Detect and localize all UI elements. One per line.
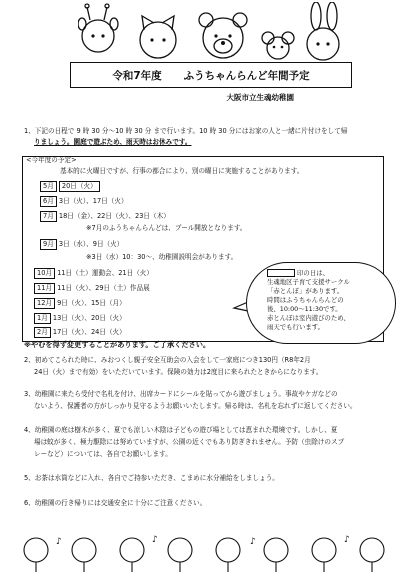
- bubble-line: 生魂地区子育て支援サークル: [267, 278, 350, 286]
- item2-line1: 2、初めてこられた時に、みおつくし親子安全互助会の入会をして一家庭につき130円（R8年2月: [24, 356, 311, 364]
- date-text: 9日（火）、15日（月）: [57, 299, 126, 307]
- row-nov: [34, 283, 150, 294]
- month-label: 1月: [34, 313, 51, 324]
- schedule-heading: <今年度の予定>: [26, 156, 77, 164]
- month-label: 6月: [40, 196, 57, 207]
- month-label: 12月: [34, 298, 55, 309]
- bubble-line: 赤とんぼは室内遊びのため、: [267, 314, 350, 322]
- item4-line1: 4、幼稚園の庭は樹木が多く、夏でも涼しい木陰は子どもの遊び場としては恵まれた環境です。しかし、夏: [24, 426, 338, 434]
- title-banner: [70, 62, 352, 88]
- svg-text:♪: ♪: [250, 537, 256, 547]
- row-feb: [34, 327, 126, 338]
- month-label: 9月: [40, 239, 57, 250]
- row-oct: [34, 268, 153, 279]
- date-text: 18日（金）、22日（火）、23日（木）: [58, 212, 170, 220]
- sept-note: ※3日（水）10：30～、幼稚園説明会があります。: [86, 253, 238, 261]
- animal-illustration: [78, 2, 348, 64]
- svg-text:♪: ♪: [344, 535, 350, 545]
- row-june: [40, 196, 128, 207]
- item2-line2: 24日（火）まで有効）をいただいています。保険の効力は2度目に来られたときからになります。: [34, 368, 323, 376]
- row-july: [40, 211, 170, 222]
- date-text: 3日（水）、9日（火）: [58, 240, 124, 248]
- month-label: 2月: [34, 327, 51, 338]
- bubble-line: 印の日は、: [297, 269, 329, 277]
- item5-line1: 5、お茶は水筒などに入れ、各自でご持参いただき、こまめに水分補給をしましょう。: [24, 474, 279, 482]
- info-bubble: [246, 262, 396, 344]
- schedule-footer: ※やむを得ず変更することがあります。ご了承ください。: [24, 340, 211, 349]
- item4-line2: 場は蚊が多く、極力駆除には努めていますが、公園の近くでもあり防ぎきれません。予防（虫除けのスプ: [34, 438, 345, 446]
- row-may: [40, 181, 100, 192]
- bubble-line: 後、10:00～11:30です。: [267, 305, 342, 313]
- item3-line1: 3、幼稚園に来たら受付で名札を付け、出席カードにシールを貼ってから遊びましょう。事故やケガなどの: [24, 390, 338, 398]
- date-text: 3日（火）、17日（火）: [58, 197, 128, 205]
- item1-line2: りましょう。園庭で遊ぶため、雨天時はお休みです。: [34, 138, 192, 146]
- july-note: ※7月のふうちゃんらんどは、プール開放となります。: [86, 224, 247, 232]
- month-label: 11月: [34, 283, 55, 294]
- date-text: 13日（火）、20日（火）: [52, 314, 126, 322]
- date-text: 11日（火）、29日（土）作品展: [57, 284, 150, 292]
- month-label: 10月: [34, 268, 55, 279]
- item3-line2: ないよう、保護者の方がしっかり見守るようお願いいたします。帰る時は、名札を忘れずに返してください。: [34, 402, 357, 410]
- date-text: 11日（土）運動会、21日（火）: [57, 269, 153, 277]
- date-text: 20日（火）: [59, 181, 100, 192]
- children-illustration: [14, 528, 406, 576]
- item4-line3: レーなど）については、各自でお願いします。: [34, 450, 172, 458]
- svg-text:♪: ♪: [56, 537, 62, 547]
- title-main: ふうちゃんらんど年間予定: [183, 69, 310, 82]
- bubble-line: 時間はふうちゃんらんどの: [267, 296, 344, 304]
- item1-line1: 1、下記の日程で 9 時 30 分～10 時 30 分 まで行います。10 時 30 分にはお家の人と一緒に片付けをして帰: [24, 127, 348, 135]
- bubble-line: 「赤とんぼ」があります。: [267, 287, 344, 295]
- school-name: 大阪市立生魂幼稚園: [226, 93, 294, 102]
- schedule-note: 基本的に火曜日ですが、行事の都合により、別の曜日に実施することがあります。: [60, 167, 304, 175]
- marker-box: [267, 269, 295, 277]
- row-sept: [40, 239, 123, 250]
- bubble-line: 雨天でも行います。: [267, 323, 325, 331]
- svg-text:♪: ♪: [152, 535, 158, 545]
- month-label: 7月: [40, 211, 57, 222]
- title-year: 令和7年度: [112, 69, 162, 82]
- date-text: 17日（火）、24日（火）: [52, 328, 126, 336]
- month-label: 5月: [40, 181, 57, 192]
- item6-line1: 6、幼稚園の行き帰りには交通安全に十分にご注意ください。: [24, 499, 207, 507]
- row-dec: [34, 298, 126, 309]
- row-jan: [34, 313, 126, 324]
